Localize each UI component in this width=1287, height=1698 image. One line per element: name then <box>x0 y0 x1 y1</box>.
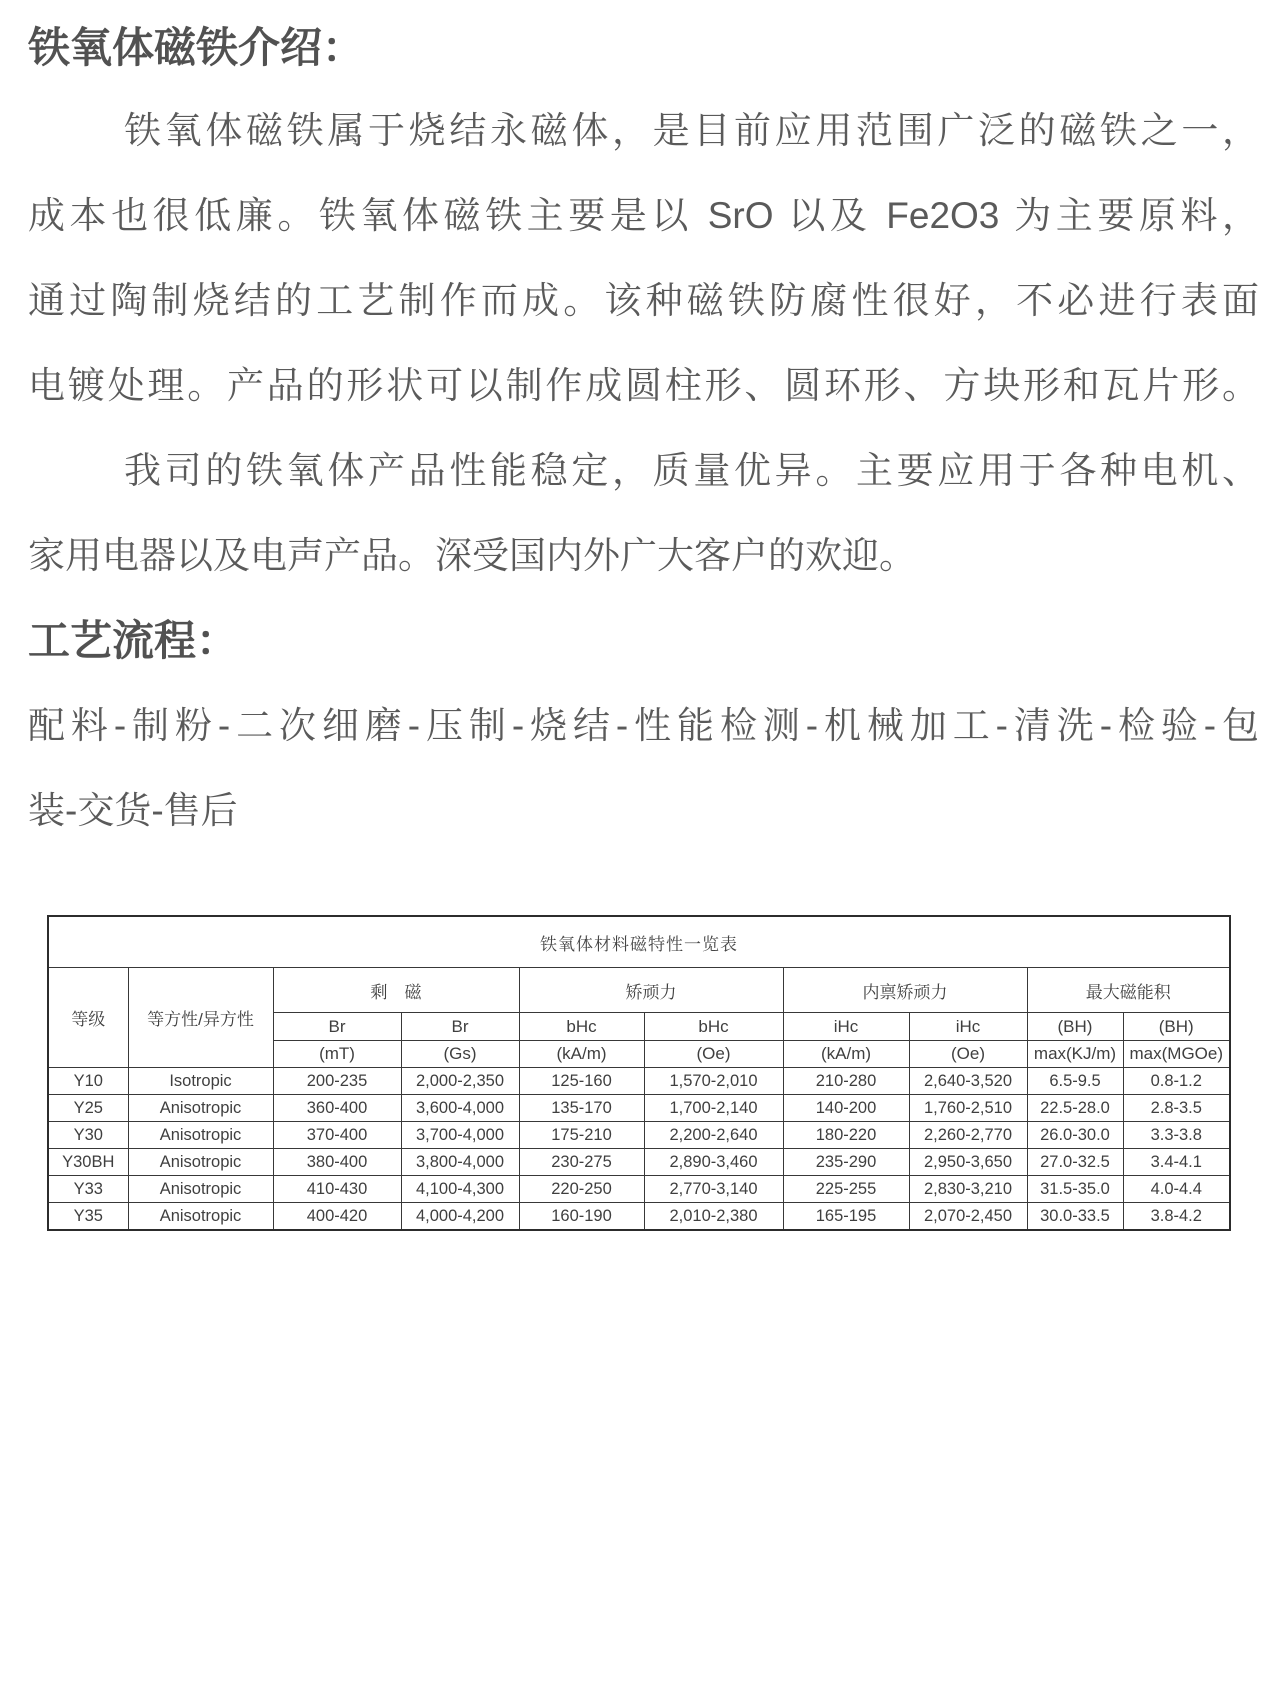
table-cell: 160-190 <box>519 1203 644 1231</box>
table-cell: 2,640-3,520 <box>909 1068 1027 1095</box>
table-cell: 370-400 <box>273 1122 401 1149</box>
intro-heading: 铁氧体磁铁介绍： <box>28 24 365 71</box>
column-header: (BH) <box>1123 1013 1230 1041</box>
table-cell: 4,000-4,200 <box>401 1203 519 1231</box>
isotropy-cell: Isotropic <box>128 1068 273 1095</box>
table-cell: 22.5-28.0 <box>1027 1095 1123 1122</box>
paragraph-line: 配料-制粉-二次细磨-压制-烧结-性能检测-机械加工-清洗-检验-包 <box>28 705 1259 746</box>
unit-header: (Oe) <box>909 1041 1027 1068</box>
grade-cell: Y30BH <box>48 1149 128 1176</box>
table-cell: 2,260-2,770 <box>909 1122 1027 1149</box>
table-cell: 210-280 <box>783 1068 909 1095</box>
table-cell: 200-235 <box>273 1068 401 1095</box>
table-cell: 2,010-2,380 <box>644 1203 783 1231</box>
table-cell: 180-220 <box>783 1122 909 1149</box>
table-cell: 6.5-9.5 <box>1027 1068 1123 1095</box>
table-cell: 4.0-4.4 <box>1123 1176 1230 1203</box>
isotropy-cell: Anisotropic <box>128 1203 273 1231</box>
paragraph-line: 铁氧体磁铁属于烧结永磁体，是目前应用范围广泛的磁铁之一， <box>124 110 1259 151</box>
grade-cell: Y35 <box>48 1203 128 1231</box>
magnetic-properties-table <box>47 915 1231 1231</box>
grade-cell: Y30 <box>48 1122 128 1149</box>
isotropy-cell: Anisotropic <box>128 1149 273 1176</box>
table-cell: 3,600-4,000 <box>401 1095 519 1122</box>
table-cell: 360-400 <box>273 1095 401 1122</box>
table-cell: 125-160 <box>519 1068 644 1095</box>
table-cell: 175-210 <box>519 1122 644 1149</box>
isotropy-cell: Anisotropic <box>128 1176 273 1203</box>
unit-header: (mT) <box>273 1041 401 1068</box>
table-cell: 380-400 <box>273 1149 401 1176</box>
process-heading: 工艺流程： <box>28 617 239 664</box>
table-cell: 27.0-32.5 <box>1027 1149 1123 1176</box>
coercivity-group-header: 矫顽力 <box>519 968 783 1013</box>
unit-header: (kA/m) <box>783 1041 909 1068</box>
paragraph-line: 通过陶制烧结的工艺制作而成。该种磁铁防腐性很好，不必进行表面 <box>28 280 1259 321</box>
isotropy-cell: Anisotropic <box>128 1095 273 1122</box>
grade-cell: Y25 <box>48 1095 128 1122</box>
table-row <box>48 1149 1230 1176</box>
table-cell: 165-195 <box>783 1203 909 1231</box>
column-header: (BH) <box>1027 1013 1123 1041</box>
grade-cell: Y10 <box>48 1068 128 1095</box>
column-header: bHc <box>644 1013 783 1041</box>
table-cell: 3,800-4,000 <box>401 1149 519 1176</box>
isotropy-header: 等方性/异方性 <box>128 968 273 1068</box>
intrinsic-coercivity-group-header: 内禀矫顽力 <box>783 968 1027 1013</box>
table-cell: 1,700-2,140 <box>644 1095 783 1122</box>
column-header: Br <box>273 1013 401 1041</box>
paragraph-line: 我司的铁氧体产品性能稳定，质量优异。主要应用于各种电机、 <box>124 450 1259 491</box>
paragraph-line: 装-交货-售后 <box>28 790 238 831</box>
column-header: Br <box>401 1013 519 1041</box>
table-cell: 30.0-33.5 <box>1027 1203 1123 1231</box>
grade-header: 等级 <box>48 968 128 1068</box>
table-cell: 0.8-1.2 <box>1123 1068 1230 1095</box>
table-cell: 3.3-3.8 <box>1123 1122 1230 1149</box>
table-cell: 410-430 <box>273 1176 401 1203</box>
table-title-row <box>48 916 1230 968</box>
table-cell: 2,200-2,640 <box>644 1122 783 1149</box>
table-cell: 135-170 <box>519 1095 644 1122</box>
document-page <box>0 8 1287 1231</box>
table-row <box>48 1203 1230 1231</box>
table-cell: 2.8-3.5 <box>1123 1095 1230 1122</box>
table-cell: 220-250 <box>519 1176 644 1203</box>
remanence-group-header: 剩 磁 <box>273 968 519 1013</box>
unit-header: (Oe) <box>644 1041 783 1068</box>
table-cell: 1,760-2,510 <box>909 1095 1027 1122</box>
unit-header: max(KJ/m) <box>1027 1041 1123 1068</box>
isotropy-cell: Anisotropic <box>128 1122 273 1149</box>
max-energy-product-group-header: 最大磁能积 <box>1027 968 1230 1013</box>
table-cell: 140-200 <box>783 1095 909 1122</box>
table-group-header-row <box>48 968 1230 1013</box>
grade-cell: Y33 <box>48 1176 128 1203</box>
table-title: 铁氧体材料磁特性一览表 <box>48 916 1230 968</box>
table-row <box>48 1095 1230 1122</box>
table-row <box>48 1176 1230 1203</box>
column-header: bHc <box>519 1013 644 1041</box>
table-cell: 31.5-35.0 <box>1027 1176 1123 1203</box>
table-cell: 2,770-3,140 <box>644 1176 783 1203</box>
table-cell: 1,570-2,010 <box>644 1068 783 1095</box>
intro-paragraph-1 <box>28 88 1259 428</box>
table-cell: 230-275 <box>519 1149 644 1176</box>
table-row <box>48 1068 1230 1095</box>
table-row <box>48 1122 1230 1149</box>
table-cell: 2,070-2,450 <box>909 1203 1027 1231</box>
table-cell: 2,950-3,650 <box>909 1149 1027 1176</box>
paragraph-line: 成本也很低廉。铁氧体磁铁主要是以 SrO 以及 Fe2O3 为主要原料， <box>28 195 1259 236</box>
unit-header: (kA/m) <box>519 1041 644 1068</box>
unit-header: max(MGOe) <box>1123 1041 1230 1068</box>
table-cell: 2,830-3,210 <box>909 1176 1027 1203</box>
table-cell: 2,890-3,460 <box>644 1149 783 1176</box>
intro-paragraph-2 <box>28 428 1259 598</box>
column-header: iHc <box>909 1013 1027 1041</box>
table-cell: 225-255 <box>783 1176 909 1203</box>
unit-header: (Gs) <box>401 1041 519 1068</box>
table-cell: 235-290 <box>783 1149 909 1176</box>
table-cell: 3.8-4.2 <box>1123 1203 1230 1231</box>
paragraph-line: 家用电器以及电声产品。深受国内外广大客户的欢迎。 <box>28 535 916 576</box>
paragraph-line: 电镀处理。产品的形状可以制作成圆柱形、圆环形、方块形和瓦片形。 <box>28 365 1259 406</box>
process-paragraph <box>28 683 1259 853</box>
table-cell: 2,000-2,350 <box>401 1068 519 1095</box>
table-cell: 400-420 <box>273 1203 401 1231</box>
table-cell: 26.0-30.0 <box>1027 1122 1123 1149</box>
table-cell: 3.4-4.1 <box>1123 1149 1230 1176</box>
table-cell: 3,700-4,000 <box>401 1122 519 1149</box>
column-header: iHc <box>783 1013 909 1041</box>
table-cell: 4,100-4,300 <box>401 1176 519 1203</box>
